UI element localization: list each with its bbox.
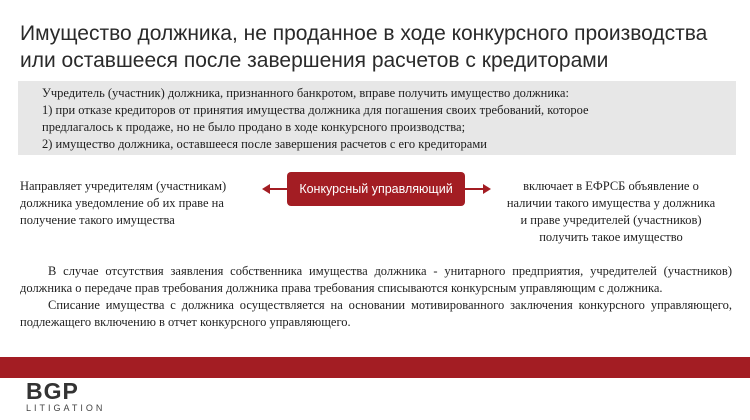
logo-subtitle: LITIGATION — [26, 403, 106, 413]
slide-title — [20, 20, 720, 74]
right-arrow-icon — [465, 183, 491, 195]
info-box-line-4: 2) имущество должника, оставшееся после завершения расчетов с его кредиторами — [42, 137, 487, 151]
body-paragraph-2: Списание имущества с должника осуществляется на основании мотивированного заключения конкурсного управляющего, подлежащего включению в отчет конкурсного управляющего. — [20, 298, 732, 329]
right-action-line-3: и праве учредителей (участников) — [520, 213, 702, 227]
footer-accent-bar — [0, 357, 750, 378]
info-box-line-2: 1) при отказе кредиторов от принятия имущества должника для погашения своих требований, которое — [42, 103, 589, 117]
info-box-line-1: Учредитель (участник) должника, признанного банкротом, вправе получить имущество должника: — [42, 86, 569, 100]
title-line-2: или оставшееся после завершения расчетов с кредиторами — [20, 49, 609, 72]
left-action-line-3: получение такого имущества — [20, 213, 175, 227]
info-box-line-3: предлагалось к продаже, но не было продано в ходе конкурсного производства; — [42, 120, 466, 134]
bankruptcy-manager-badge: Конкурсный управляющий — [287, 172, 465, 206]
logo-brand: BGP — [26, 378, 79, 404]
right-action-line-4: получить такое имущество — [539, 230, 683, 244]
body-text — [20, 263, 732, 331]
left-action-line-1: Направляет учредителям (участникам) — [20, 179, 227, 193]
info-box — [18, 81, 736, 155]
right-action-text — [491, 178, 731, 246]
left-action-text — [20, 178, 275, 229]
right-action-line-1: включает в ЕФРСБ объявление о — [523, 179, 699, 193]
left-action-line-2: должника уведомление об их праве на — [20, 196, 224, 210]
left-arrow-icon — [262, 183, 288, 195]
company-logo — [26, 380, 105, 413]
body-paragraph-1: В случае отсутствия заявления собственника имущества должника - унитарного предприятия, учредителей (участников) должника о передаче прав требования должника права требования списываются конкурсным управляющим с должника. — [20, 264, 732, 295]
right-action-line-2: наличии такого имущества у должника — [506, 196, 716, 210]
title-line-1: Имущество должника, не проданное в ходе конкурсного производства — [20, 22, 708, 45]
